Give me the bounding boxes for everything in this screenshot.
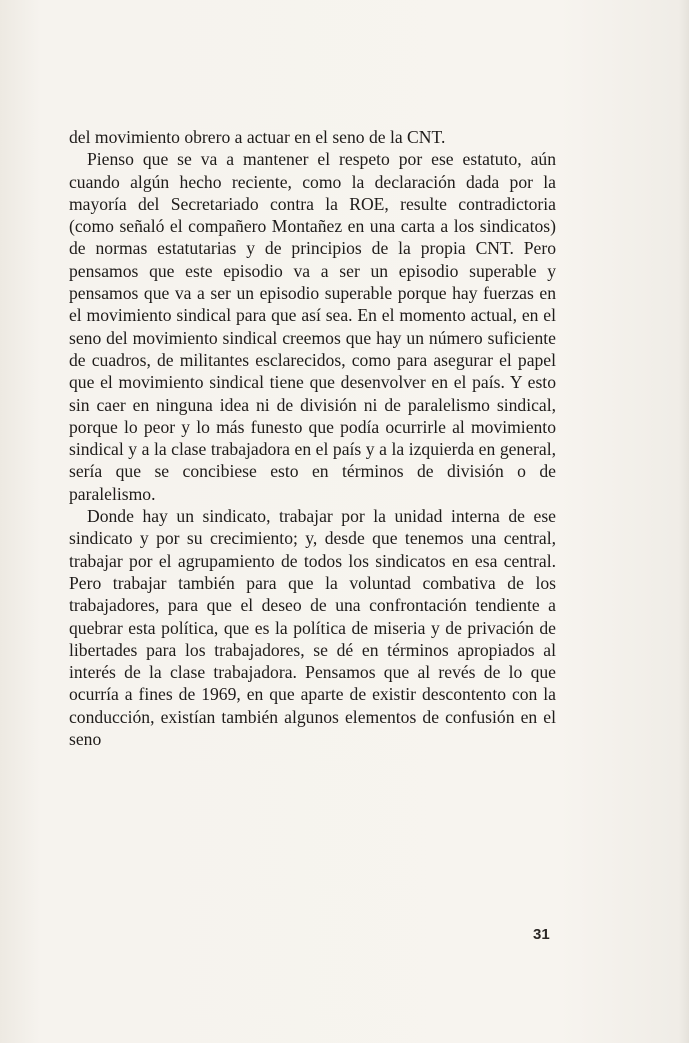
paragraph-2: Pienso que se va a mantener el respeto por ese estatuto, aún cuando algún hecho reciente, como la declaración dada por la mayoría del Secretariado contra la ROE, resulte contradictoria (como señaló el compañero Montañez en una carta a los sindicatos) de normas estatutarias y de principios de la propia CNT. Pero pensamos que este episodio va a ser un episodio superable y pensamos que va a ser un episodio superable porque hay fuerzas en el movimiento sindical para que así sea. En el momento actual, en el seno del movimiento sindical creemos que hay un número suficiente de cuadros, de militantes esclarecidos, como para asegurar el papel que el movimiento sindical tiene que desenvolver en el país. Y esto sin caer en ninguna idea ni de división ni de paralelismo sindical, porque lo peor y lo más funesto que podía ocurrirle al movimiento sindical y a la clase trabajadora en el país y a la izquierda en general, sería que se concibiese esto en términos de división o de paralelismo. — [69, 149, 556, 504]
body-text — [69, 126, 556, 750]
page-edge-shadow — [679, 0, 689, 1043]
page-number: 31 — [533, 926, 550, 943]
paragraph-1: del movimiento obrero a actuar en el seno de la CNT. — [69, 127, 446, 147]
paragraph-3: Donde hay un sindicato, trabajar por la unidad interna de ese sindicato y por su crecimiento; y, desde que tenemos una central, trabajar por el agrupamiento de todos los sindicatos en esa central. Pero trabajar también para que la voluntad combativa de los trabajadores, para que el deseo de una confrontación tendiente a quebrar esta política, que es la política de miseria y de privación de libertades para los trabajadores, se dé en términos apropiados al interés de la clase trabajadora. Pensamos que al revés de lo que ocurría a fines de 1969, en que aparte de existir descontento con la conducción, existían también algunos elementos de confusión en el seno — [69, 506, 556, 750]
